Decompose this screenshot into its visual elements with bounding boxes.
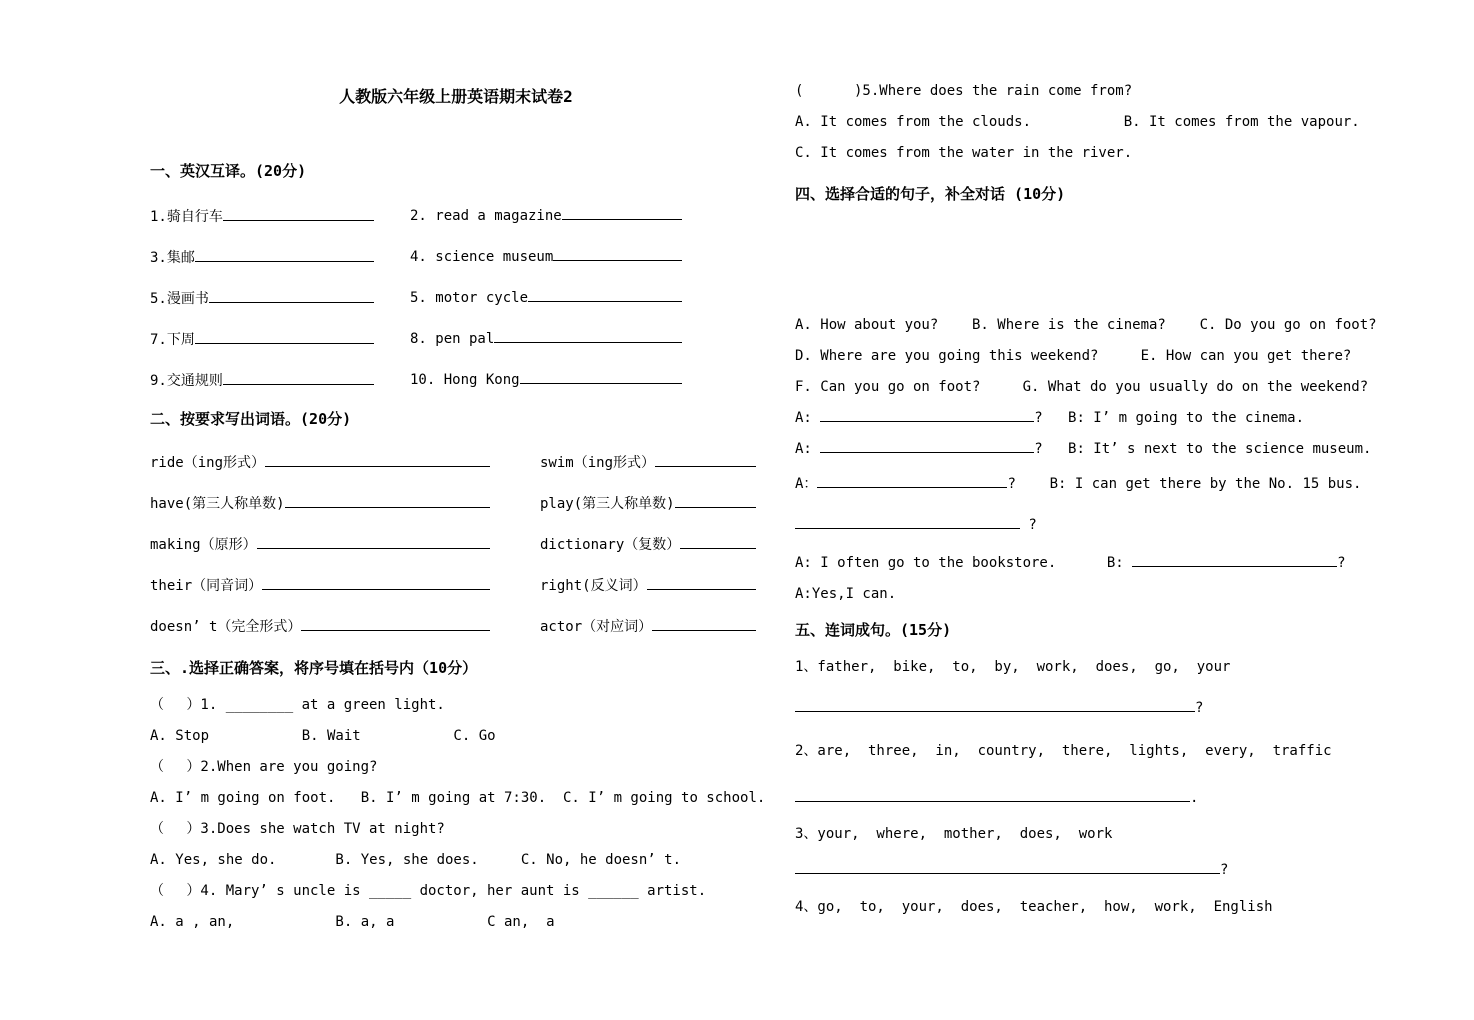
question-line: （ ）2.When are you going? (150, 759, 378, 775)
answer-blank (1132, 554, 1337, 567)
dialog-text: ? B: I’ m going to the cinema. (1034, 410, 1305, 426)
item-label: 8. pen pal (410, 331, 495, 347)
answer-blank (680, 536, 756, 549)
section2-heading: 二、按要求写出词语。(20分) (150, 410, 352, 428)
answer-blank (262, 577, 490, 590)
translation-row (150, 195, 762, 236)
answer-blank (655, 454, 756, 467)
dialog-speaker: A: (795, 410, 821, 426)
choices-line: A. It comes from the clouds. B. It comes from the vapour. (795, 114, 1360, 130)
item-label: their（同音词） (150, 577, 263, 594)
choices-line: A. Yes, she do. B. Yes, she does. C. No, he doesn’ t. (150, 852, 682, 868)
question-line: （ ）3.Does she watch TV at night? (150, 821, 445, 837)
option-line: A. How about you? B. Where is the cinema? C. Do you go on foot? (795, 317, 1377, 333)
answer-blank (257, 536, 490, 549)
answer-blank (647, 577, 756, 590)
answer-blank (652, 618, 756, 631)
dialog-line (795, 469, 1367, 500)
answer-blank (301, 618, 490, 631)
punct: ? (1220, 862, 1229, 878)
dialog-line (795, 548, 1367, 579)
answer-line (795, 855, 1367, 886)
item-label: dictionary（复数） (540, 536, 681, 553)
word-form-row (150, 564, 762, 605)
answer-blank (820, 440, 1034, 453)
item-label: 5. motor cycle (410, 290, 529, 306)
item-label: 1.骑自行车 (150, 208, 223, 225)
answer-blank (795, 699, 1195, 712)
question-line: ( )5.Where does the rain come from? (795, 83, 1133, 99)
page-title: 人教版六年级上册英语期末试卷2 (339, 87, 573, 106)
item-label: ride（ing形式） (150, 454, 266, 471)
section1-heading: 一、英汉互译。(20分) (150, 162, 307, 180)
dialog-line (795, 403, 1367, 434)
answer-blank (209, 290, 374, 303)
translation-row (150, 277, 762, 318)
left-column (150, 0, 766, 938)
item-label: 9.交通规则 (150, 372, 223, 389)
answer-blank (195, 249, 374, 262)
item-label: have(第三人称单数) (150, 495, 285, 512)
item-label: doesn’ t（完全形式） (150, 618, 302, 635)
answer-blank (675, 495, 756, 508)
section3-heading: 三、.选择正确答案，将序号填在括号内（10分） (150, 659, 478, 677)
dialog-line: A:Yes,I can. (795, 586, 897, 602)
item-label: 10. Hong Kong (410, 372, 520, 388)
section3-lines (150, 690, 766, 938)
item-label: actor（对应词） (540, 618, 653, 635)
choices-line: A. I’ m going on foot. B. I’ m going at 7:30. C. I’ m going to school. (150, 790, 766, 806)
word-form-row (150, 441, 762, 482)
translation-row (150, 236, 762, 277)
right-column (795, 0, 1377, 923)
dialog-line (795, 510, 1367, 541)
dialog-speaker: A： (795, 476, 818, 492)
item-label: 7.下周 (150, 331, 195, 348)
dialog-speaker: A: I often go to the bookstore. B: (795, 555, 1133, 571)
words-line: 4、go, to, your, does, teacher, how, work, English (795, 899, 1273, 915)
item-label: right(反义词） (540, 577, 647, 594)
dialog-line (795, 434, 1372, 465)
punct: . (1190, 790, 1199, 806)
answer-blank (223, 372, 374, 385)
answer-blank (795, 789, 1190, 802)
item-label: 3.集邮 (150, 249, 195, 266)
dialog-text: ? (1337, 555, 1346, 571)
words-line: 1、father, bike, to, by, work, does, go, your (795, 659, 1231, 675)
translation-row (150, 359, 762, 400)
item-label: 5.漫画书 (150, 290, 209, 307)
answer-blank (817, 475, 1007, 488)
punct: ? (1195, 700, 1204, 716)
answer-blank (528, 289, 682, 302)
dialog-text: ? B: It’ s next to the science museum. (1034, 441, 1372, 457)
dialog-text: ? (1020, 517, 1037, 533)
answer-blank (285, 495, 490, 508)
section4-heading: 四、选择合适的句子，补全对话 (10分) (795, 185, 1066, 203)
choices-line: A. Stop B. Wait C. Go (150, 728, 496, 744)
choices-line: C. It comes from the water in the river. (795, 145, 1133, 161)
answer-blank (795, 861, 1220, 874)
choices-line: A. a , an, B. a, a C an, a (150, 914, 555, 930)
answer-blank (223, 208, 374, 221)
section5-items (795, 652, 1367, 923)
answer-blank (494, 330, 682, 343)
section2-rows (150, 441, 762, 646)
answer-blank (820, 409, 1034, 422)
option-line: D. Where are you going this weekend? E. How can you get there? (795, 348, 1352, 364)
answer-line (795, 783, 1367, 814)
answer-line (795, 693, 1367, 724)
word-form-row (150, 523, 762, 564)
answer-blank (795, 516, 1020, 529)
answer-blank (562, 207, 682, 220)
word-form-row (150, 482, 762, 523)
dialog-text: ? B: I can get there by the No. 15 bus. (1007, 476, 1362, 492)
item-label: 4. science museum (410, 249, 554, 265)
section4-options (795, 310, 1377, 403)
question-line: （ ）4. Mary’ s uncle is _____ doctor, her aunt is ______ artist. (150, 883, 707, 899)
section4-dialog (795, 403, 1372, 610)
answer-blank (265, 454, 490, 467)
answer-blank (553, 248, 682, 261)
answer-blank (520, 371, 682, 384)
words-line: 2、are, three, in, country, there, lights, every, traffic (795, 743, 1332, 759)
item-label: play(第三人称单数) (540, 495, 675, 512)
option-line: F. Can you go on foot? G. What do you usually do on the weekend? (795, 379, 1369, 395)
word-form-row (150, 605, 762, 646)
section1-rows (150, 195, 762, 400)
section5-heading: 五、连词成句。(15分) (795, 621, 952, 639)
item-label: swim（ing形式） (540, 454, 656, 471)
dialog-speaker: A: (795, 441, 821, 457)
item-label: making（原形） (150, 536, 257, 553)
item-label: 2. read a magazine (410, 208, 562, 224)
answer-blank (195, 331, 374, 344)
translation-row (150, 318, 762, 359)
words-line: 3、your, where, mother, does, work (795, 826, 1113, 842)
question-line: （ ）1. ________ at a green light. (150, 697, 445, 713)
